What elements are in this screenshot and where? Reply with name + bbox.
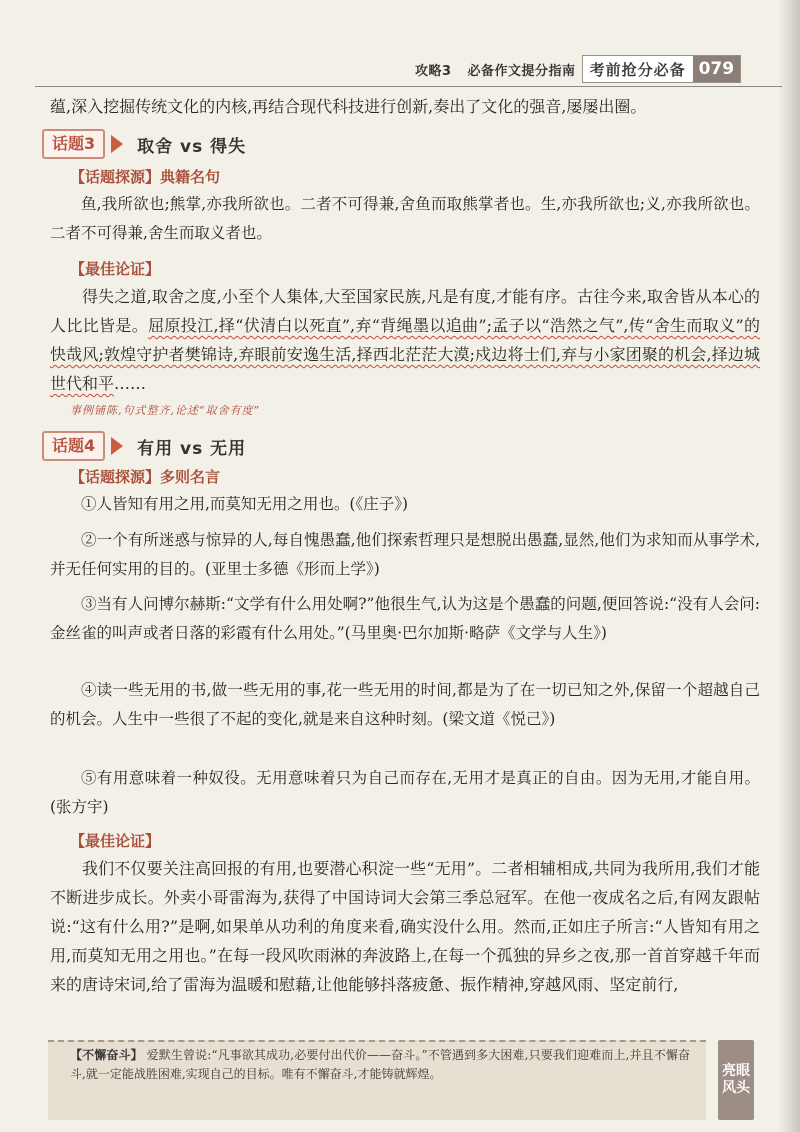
- highlight-side-tab: 亮眼 风头: [718, 1040, 754, 1120]
- header-section: 攻略3: [415, 63, 452, 79]
- topic3-source-text: 鱼,我所欲也;熊掌,亦我所欲也。二者不可得兼,舍鱼而取熊掌者也。生,亦我所欲也;义,亦我所欲也。二者不可得兼,舍生而取义者也。: [50, 195, 760, 242]
- topic3-argument: [50, 282, 760, 398]
- arrow-icon: [111, 437, 123, 455]
- topic4-source-label: 【话题探源】多则名言: [70, 468, 221, 486]
- page-number: 079: [693, 56, 741, 82]
- topic3-heading: [42, 128, 246, 160]
- header-divider: [35, 86, 782, 87]
- quote-item: ②一个有所迷惑与惊异的人,每自愧愚蠢,他们探索哲理只是想脱出愚蠢,显然,他们为求知而从事学术,并无任何实用的目的。(亚里士多德《形而上学》): [50, 531, 760, 578]
- topic4-heading: [42, 430, 246, 462]
- page-binding-shadow: [778, 0, 800, 1132]
- topic3-badge: 话题3: [42, 129, 105, 159]
- topic3-source-label: 【话题探源】典籍名句: [70, 168, 221, 186]
- quote-item: ⑤有用意味着一种奴役。无用意味着只为自己而存在,无用才是真正的自由。因为无用,才能自用。(张方宇): [50, 769, 760, 816]
- topic4-argument-label: 【最佳论证】: [70, 832, 161, 850]
- quote-item: ③当有人问博尔赫斯:“文学有什么用处啊?”他很生气,认为这是个愚蠢的问题,便回答说:“没有人会问:金丝雀的叫声或者日落的彩霞有什么用处。”(马里奥·巴尔加斯·略萨《文学与人生》): [50, 595, 760, 642]
- topic3-argument-label: 【最佳论证】: [70, 260, 161, 278]
- topic3-argument-underlined: 屈原投江,择“伏清白以死直”,弃“背绳墨以追曲”;孟子以“浩然之气”,传“舍生而取义”的快哉风;敦煌守护者樊锦诗,弃眼前安逸生活,择西北茫茫大漠;戍边将士们,弃与小家团聚的机会,择边城世代和平: [50, 316, 760, 393]
- header-guide: 必备作文提分指南: [467, 63, 576, 79]
- intro-line: 蕴,深入挖掘传统文化的内核,再结合现代科技进行创新,奏出了文化的强音,屡屡出圈。: [50, 97, 647, 116]
- page-header: [415, 54, 777, 84]
- tip-title: 【不懈奋斗】: [70, 1048, 143, 1062]
- tip-content: [70, 1046, 690, 1084]
- header-tag: [582, 55, 742, 83]
- header-breadcrumb: [415, 60, 576, 79]
- topic3-title: 取舍 vs 得失: [137, 136, 247, 157]
- handwritten-note: 事例铺陈,句式整齐,论述“取舍有度”: [70, 404, 261, 417]
- topic3-argument-plain: 得失之道,取舍之度,小至个人集体,大至国家民族,凡是有度,才能有序。古往今来,取舍皆从本心的人比比皆是。: [50, 287, 760, 335]
- arrow-icon: [111, 135, 123, 153]
- quote-item: ④读一些无用的书,做一些无用的事,花一些无用的时间,都是为了在一切已知之外,保留一个超越自己的机会。人生中一些很了不起的变化,就是来自这种时刻。(梁文道《悦己》): [50, 681, 760, 728]
- topic4-argument-text: 我们不仅要关注高回报的有用,也要潜心积淀一些“无用”。二者相辅相成,共同为我所用,我们才能不断进步成长。外卖小哥雷海为,获得了中国诗词大会第三季总冠军。在他一夜成名之后,有网友跟帖说:“这有什么用?”是啊,如果单从功利的角度来看,确实没什么用。然而,正如庄子所言:“人皆知有用之用,而莫知无用之用也。”在每一段风吹雨淋的奔波路上,在每一个孤独的异乡之夜,那一首首穿越千年而来的唐诗宋词,给了雷海为温暖和慰藉,让他能够抖落疲惫、振作精神,穿越风雨、坚定前行,: [50, 859, 760, 994]
- topic4-badge: 话题4: [42, 431, 105, 461]
- quote-item: ①人皆知有用之用,而莫知无用之用也。(《庄子》): [81, 495, 409, 513]
- topic3-argument-end: ……: [114, 374, 147, 393]
- tip-text: 爱默生曾说:“凡事欲其成功,必要付出代价——奋斗。”不管遇到多大困难,只要我们迎难而上,并且不懈奋斗,就一定能战胜困难,实现自己的目标。唯有不懈奋斗,才能铸就辉煌。: [70, 1048, 690, 1081]
- header-tag-label: 考前抢分必备: [589, 60, 686, 79]
- topic4-title: 有用 vs 无用: [137, 438, 247, 459]
